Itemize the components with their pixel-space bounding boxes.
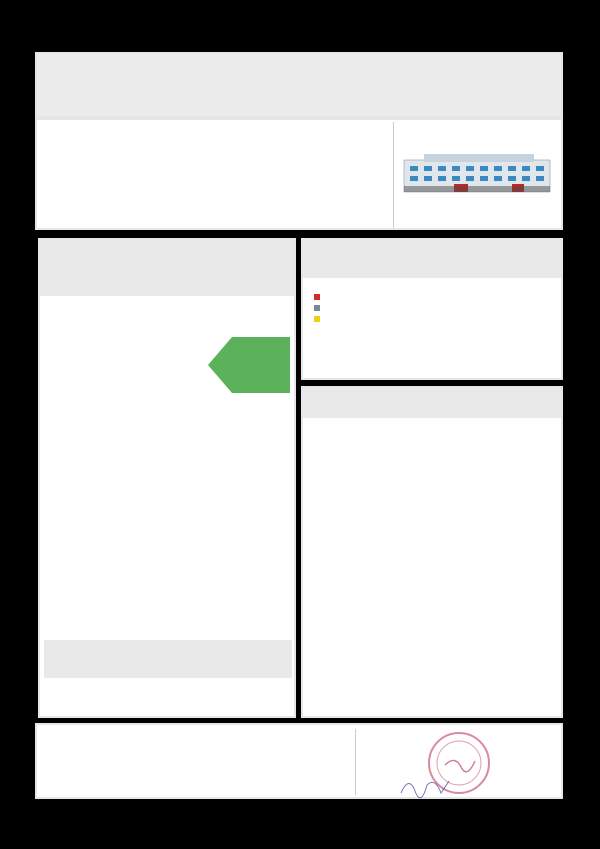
- legend-swatch-environment: [314, 316, 320, 322]
- distribution-panel: [301, 238, 563, 380]
- requirements-box: [44, 640, 292, 678]
- building-image: [393, 122, 561, 228]
- indicators-panel: [301, 386, 563, 718]
- legend-gas: [314, 294, 323, 301]
- energy-pie-chart: [463, 288, 531, 356]
- classification-header: [40, 240, 294, 296]
- legend-swatch-electricity: [314, 305, 320, 311]
- classification-panel: [38, 238, 296, 718]
- legend-swatch-gas: [314, 294, 320, 300]
- building-illustration: [394, 122, 560, 228]
- legend-electricity: [314, 305, 323, 312]
- building-info-panel: [35, 118, 563, 230]
- signature-scribble: [397, 771, 457, 801]
- footer-panel: [35, 723, 563, 799]
- distribution-header: [303, 240, 561, 278]
- legend-environment: [314, 316, 323, 323]
- header-panel: [35, 52, 563, 118]
- footer-divider: [355, 729, 356, 795]
- result-class-arrow: [208, 337, 290, 393]
- indicators-header: [303, 388, 561, 418]
